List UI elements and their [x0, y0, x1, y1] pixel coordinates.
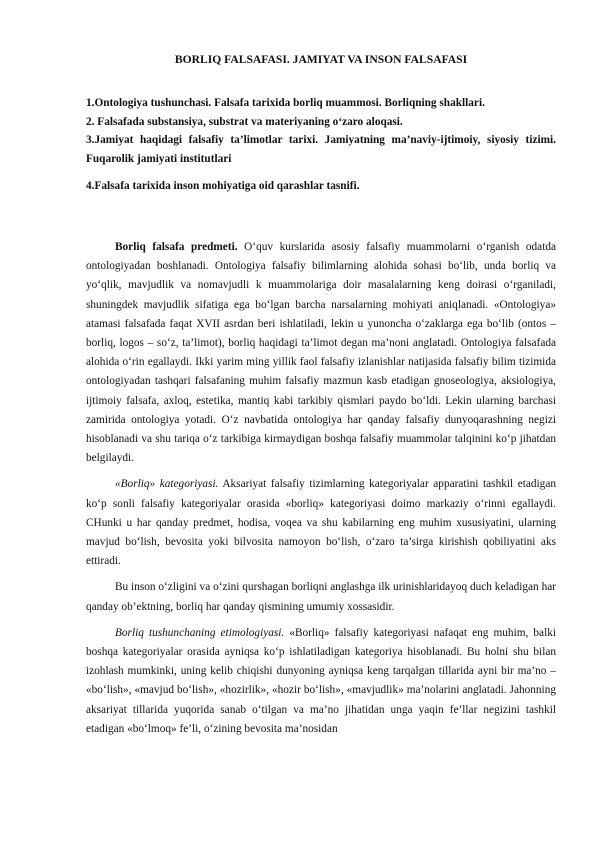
topic-list — [86, 94, 556, 196]
topic-item: 2. Falsafada substansiya, substrat va materiyaning o‘zaro aloqasi. — [86, 115, 403, 128]
topic-item: 1.Ontologiya tushunchasi. Falsafa tarixida borliq muammosi. Borliqning shakllari. — [86, 97, 485, 109]
paragraph — [86, 578, 556, 616]
paragraph-lead: Borliq tushunchaning etimologiyasi. — [115, 626, 285, 639]
paragraph-text: Aksariyat falsafiy tizimlarning kategoriyalar apparatini tashkil etadigan ko‘p sonli falsafiy kategoriyalar orasida «borliq» kategoriyasi doimo markaziy o‘rinni egallaydi. CHunki u har qanday predmet, hodisa, voqea va shu kabilarning eng muhim xususiyatini, ularning mavjud bo‘lish, bevosita yoki bilvosita namoyon bo‘lish, o‘zaro ta’sirga kirishish qobiliyatini aks ettiradi. — [86, 478, 556, 568]
document-title: BORLIQ FALSAFASI. JAMIYAT VA INSON FALSAFASI — [174, 53, 468, 66]
paragraph-text: Bu inson o‘zligini va o‘zini qurshagan borliqni anglashga ilk urinishlaridayoq duch keladigan har qanday ob’ektning, borliq har qanday qismining umumiy xossasidir. — [86, 581, 556, 613]
body-text — [86, 238, 556, 746]
paragraph-lead: Borliq falsafa predmeti. — [115, 241, 238, 253]
topic-item: 4.Falsafa tarixida inson mohiyatiga oid qarashlar tasnifi. — [86, 180, 360, 192]
paragraph — [86, 238, 556, 468]
paragraph-lead: «Borliq» kategoriyasi. — [115, 478, 219, 491]
paragraph — [86, 475, 556, 571]
paragraph-text: «Borliq» falsafiy kategoriyasi nafaqat eng muhim, balki boshqa kategoriyalar orasida ayniqsa ko‘p ishlatiladigan kategoriya hisoblanadi. Bu holni shu bilan izohlash mumkinki, uning kelib chiqishi dunyoning ayniqsa keng tarqalgan tillarida ayni bir ma’no – «bo‘lish», «mavjud bo‘lish», «hozirlik», «hozir bo‘lish», «mavjudlik» ma’nolarini anglatadi. Jahonning aksariyat tillarida yuqorida sanab o‘tilgan va ma’no jihatidan unga yaqin fe’llar negizini tashkil etadigan «bo‘lmoq» fe’li, o‘zining bevosita ma’nosidan — [86, 626, 556, 735]
paragraph — [86, 624, 556, 739]
topic-item: 3.Jamiyat haqidagi falsafiy ta’limotlar tarixi. Jamiyatning ma’naviy-ijtimoiy, siyosiy tizimi. Fuqarolik jamiyati institutlari — [86, 134, 556, 165]
paragraph-text: O‘quv kurslarida asosiy falsafiy muammolarni o‘rganish odatda ontologiyadan boshlanadi. Ontologiya falsafiy bilimlarning alohida sohasi bo‘lib, unda borliq va yo‘qlik, mavjudlik va nomavjudli k muammolariga doir masalalarning keng doirasi o‘rganiladi, shuningdek mavjudlik sifatiga ega bo‘lgan barcha narsalarning mohiyati aniqlanadi. «Ontologiya» atamasi falsafada faqat XVII asrdan beri ishlatiladi, lekin u yunoncha o‘zaklarga ega bo‘lib (ontos – borliq, logos – so‘z, ta’limot), borliq haqidagi ta’limot degan ma’noni anglatadi. Ontologiya falsafada alohida o‘rin egallaydi. Ikki yarim ming yillik faol falsafiy izlanishlar natijasida falsafiy bilim tizimida ontologiyadan tashqari falsafaning muhim falsafiy mazmun kasb etadigan gnoseologiya, aksiologiya, ijtimoiy falsafa, axloq, estetika, mantiq kabi tarkibiy qismlari paydo bo‘ldi. Lekin ularning barchasi zamirida ontologiya yotadi. O‘z navbatida ontologiya har qanday falsafiy dunyoqarashning negizi hisoblanadi va shu tariqa o‘z tarkibiga kirmaydigan boshqa falsafiy muammolar talqinini ko‘p jihatdan belgilaydi. — [86, 241, 556, 465]
